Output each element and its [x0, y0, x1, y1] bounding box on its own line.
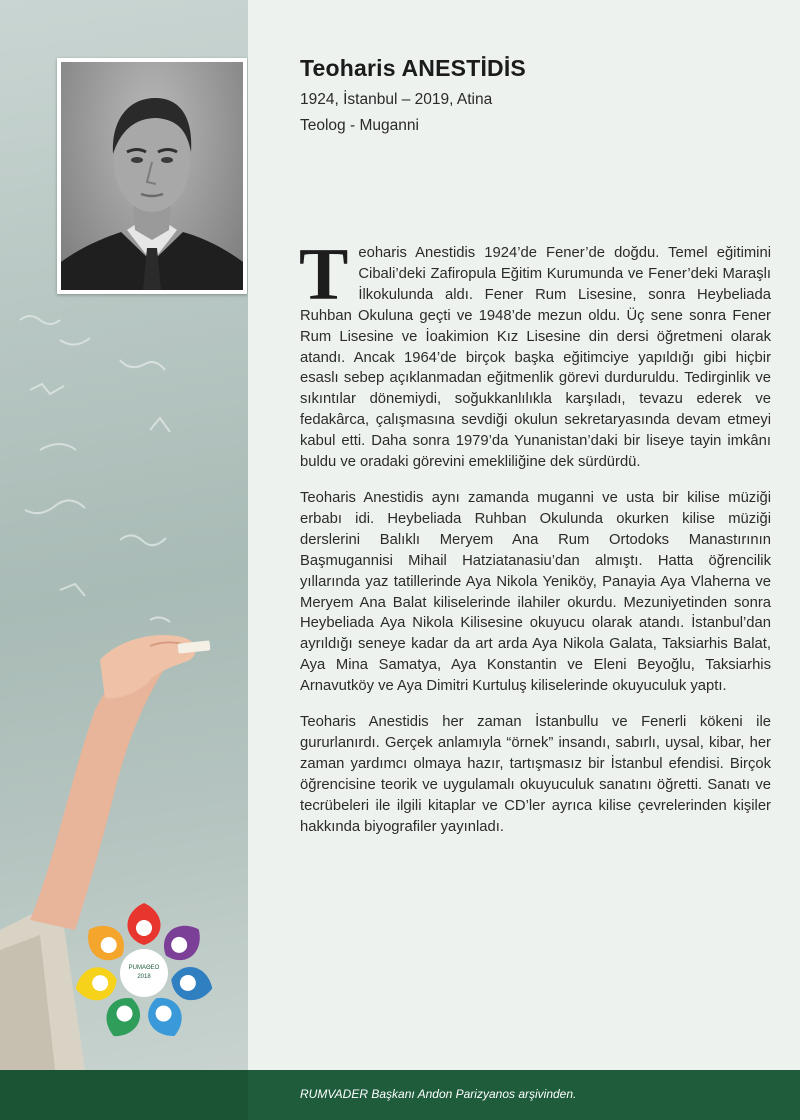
footer-left-strip	[0, 1070, 248, 1120]
person-dates: 1924, İstanbul – 2019, Atina	[300, 91, 493, 108]
portrait-frame	[57, 58, 247, 294]
biography-panel	[248, 0, 800, 1070]
paragraph-2: Teoharis Anestidis aynı zamanda muganni ve usta bir kilise müziği erbabı idi. Heybeliada Ruhban Okulunda okurken kilise müziği derslerini Balıklı Meryem Ana Rum Ortodoks Manastırının Başmugannisi Mihail Hatziatanasiu’dan almıştı. Hatta öğrencilik yıllarında yaz tatillerinde Aya Nikola Yeniköy, Panayia Aya Vlaherna ve Meryem Ana Balat kiliselerinde ilahiler okurdu. Mezuniyetinden sonra Heybeliada Aya Nikola Kilisesine okuyucu olarak atandı. İstanbul’dan ayrıldığı seneye kadar da art arda Aya Nikola Galata, Taksiarhis Balat, Aya Mina Samatya, Aya Konstantin ve Eleni Beyoğlu, Taksiarhis Arnavutköy ve Aya Dimitri Kurtuluş kiliselerinde okuyuculuk yaptı.	[300, 489, 771, 695]
person-name: Teoharis ANESTİDİS	[300, 55, 526, 81]
photo-credit: RUMVADER Başkanı Andon Parizyanos arşivinden.	[300, 1087, 577, 1101]
footer-bar	[0, 1070, 800, 1120]
biography-text	[299, 234, 771, 852]
logo-text-line-2: 2018	[137, 974, 151, 980]
paragraph-1-text: eoharis Anestidis 1924’de Fener’de doğdu. Temel eğitimini Cibali’deki Zafiropula Eğitim Kurumunda ve Fener’deki Maraşlı İlkokulunda aldı. Fener Rum Lisesine, sonra Heybeliada Ruhban Okuluna geçti ve 1948’de mezun oldu. Üç sene sonra Fener Rum Lisesine ve İoakimion Kız Lisesine din dersi öğretmeni olarak atandı. Ancak 1964’de birçok başka eğitimciye yapıldığı gibi hiçbir esaslı sebep açıklanmadan eğitmenlik görevi durduruldu. Tedirginlik ve sıkıntılar dönemiydi, soğukkanlılıkla karşıladı, tevazu ederek ve fedakârca, çalışmasına sevdiği okulun sekretaryasında devam etmeyi kabul etti. Daha sonra 1979’da Yunanistan’daki bir liseye tayin imkânı buldu ve oradaki görevini emekliliğine dek sürdürdü.	[300, 245, 771, 471]
rumvader-logo	[68, 897, 220, 1049]
paragraph-3: Teoharis Anestidis her zaman İstanbullu ve Fenerli kökeni ile gururlanırdı. Gerçek anlamıyla “örnek” insandı, sabırlı, uysal, kibar, her zaman yardımcı olmaya hazır, tartışmasız bir İstanbul efendisi. Birçok öğrencisine teorik ve uygulamalı okuyuculuk sanatını öğretti. Sanatı ve tecrübeleri ile ilgili kitaplar ve CD’ler ayrıca kilise çevrelerinden kişiler hakkında biyografiler yayınladı.	[300, 714, 771, 835]
logo-text-line-1: PUMAΘEO	[128, 965, 160, 971]
paragraph-1	[299, 234, 771, 473]
person-role: Teolog - Muganni	[300, 117, 419, 134]
portrait-photo	[61, 62, 243, 290]
drop-cap: T	[299, 234, 349, 316]
chalkboard-photo	[0, 0, 248, 1070]
